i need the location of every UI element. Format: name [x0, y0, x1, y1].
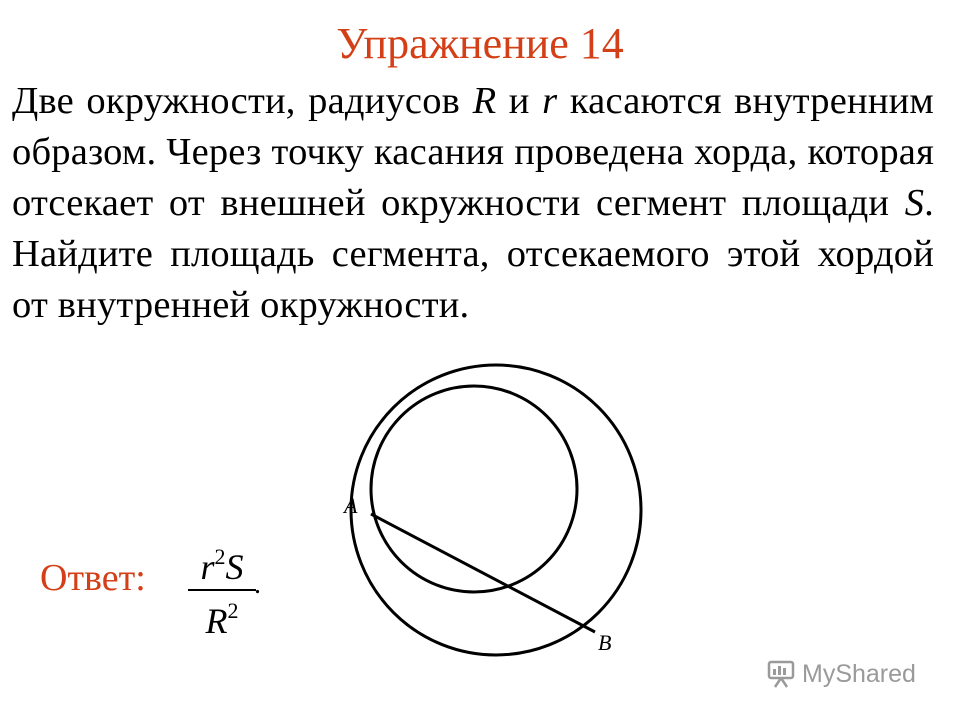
inner-circle — [371, 386, 577, 592]
outer-circle — [351, 365, 641, 655]
problem-text-2: и — [496, 80, 543, 122]
fraction-bar — [188, 589, 256, 591]
problem-text-3: касаются внутренним образом. Через точку касания проведена хорда, которая отсекает от внешней окружности сегмент площади — [12, 80, 934, 224]
var-small-r: r — [542, 80, 558, 122]
label-point-a: A — [344, 493, 358, 518]
fraction-denominator — [188, 594, 256, 640]
answer-label: Ответ: — [40, 557, 146, 599]
chord-ab — [371, 514, 595, 632]
numerator-var: r — [200, 547, 215, 587]
label-point-b: B — [598, 630, 612, 655]
watermark-logo — [766, 656, 916, 692]
presentation-board-icon — [766, 659, 796, 689]
problem-statement — [12, 76, 934, 331]
denominator-exponent: 2 — [227, 598, 239, 623]
var-s: S — [904, 182, 925, 224]
fraction-numerator — [188, 540, 256, 586]
problem-text-4: . Найдите площадь сегмента, отсекаемого этой хордой от внутренней окружности. — [12, 182, 934, 326]
geometry-figure — [330, 360, 670, 660]
watermark-text: MyShared — [802, 659, 916, 688]
problem-text-1: Две окружности, радиусов — [12, 80, 473, 122]
numerator-exponent: 2 — [214, 544, 226, 569]
fraction-period: . — [254, 569, 261, 600]
var-big-r: R — [472, 80, 497, 122]
answer-fraction — [188, 540, 256, 640]
denominator-var: R — [205, 601, 228, 641]
slide-title: Упражнение 14 — [336, 19, 624, 68]
numerator-tail: S — [225, 547, 244, 587]
